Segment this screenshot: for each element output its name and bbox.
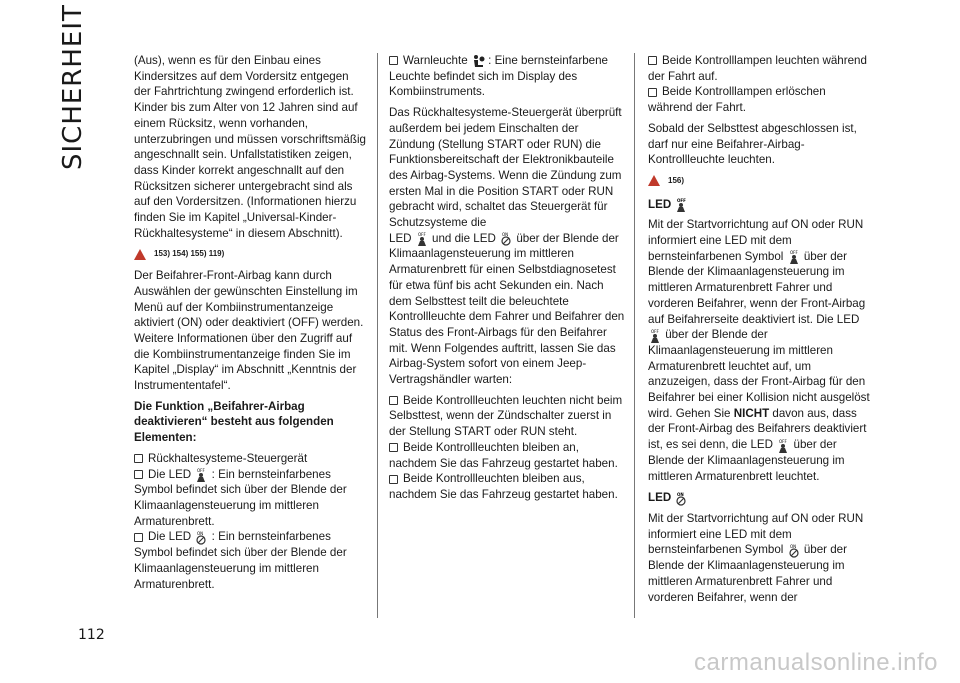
column-1 — [134, 53, 368, 592]
list-item-text: Warnleuchte — [403, 54, 468, 67]
airbag-off-icon — [776, 438, 790, 453]
airbag-on-icon — [674, 491, 688, 506]
paragraph-text: davon aus, dass der Front-Airbag des Beifahrers deaktiviert ist, es sei denn, die LED — [648, 406, 867, 452]
subheading-text: LED — [648, 197, 672, 211]
list-item — [389, 440, 625, 471]
warning-triangle-icon — [648, 175, 660, 186]
warning-note — [134, 246, 368, 262]
list-item-text: Beide Kontrollleuchten leuchten nicht beim Selbsttest, wenn der Zündschalter zuerst in der Stellung START oder RUN steht. — [389, 393, 623, 439]
list-item — [648, 84, 870, 115]
column-2 — [389, 53, 625, 503]
bullet-icon — [134, 454, 143, 463]
subheading — [648, 490, 870, 506]
paragraph-text: Mit der Startvorrichtung auf ON oder RUN informiert eine LED mit dem bernsteinfarbenen Symbol — [648, 511, 864, 557]
airbag-off-icon — [648, 328, 662, 343]
list-item-text: Beide Kontrolllampen leuchten während der Fahrt auf. — [648, 54, 867, 83]
svg-text:ON: ON — [197, 530, 204, 536]
list-item-text: Die LED — [148, 467, 192, 481]
paragraph-text: Das Rückhaltesysteme-Steuergerät überprüft außerdem bei jedem Einschalten der Zündung (Stellung START oder RUN) die Funktionsbereitschaft der Elektronikbauteile des Airbag-Systems. Wenn die Zündung zum ersten Mal in die Position START oder RUN gebracht wird, schaltet das Steuergerät für Schutzsysteme die — [389, 106, 622, 230]
list-item — [389, 53, 625, 100]
svg-text:OFF: OFF — [677, 198, 687, 204]
bullet-icon — [648, 56, 657, 65]
svg-text:ON: ON — [677, 491, 685, 497]
list-item-text: Beide Kontrollleuchten bleiben an, nachdem Sie das Fahrzeug gestartet haben. — [389, 440, 618, 470]
paragraph-text: über der Blende der Klimaanlagensteuerung im mittleren Armaturenbrett leuchtet auf, um anzuzeigen, dass der Front-Airbag für den Beifahrer bei einer Kollision nicht ausgelöst wird. Gehen Sie — [648, 328, 870, 420]
airbag-on-icon — [787, 543, 801, 558]
bullet-icon — [134, 533, 143, 542]
bullet-icon — [389, 396, 398, 405]
svg-text:OFF: OFF — [417, 232, 426, 238]
svg-text:OFF: OFF — [789, 250, 798, 256]
subheading — [648, 197, 870, 213]
list-item — [134, 451, 368, 467]
airbag-off-icon — [674, 197, 688, 212]
paragraph: Sobald der Selbsttest abgeschlossen ist, darf nur eine Beifahrer-Airbag-Kontrollleuchte leuchten. — [648, 121, 857, 167]
list-item-text: : Eine bernsteinfarbene Leuchte befindet sich im Display des Kombiinstruments. — [389, 54, 609, 99]
svg-text:ON: ON — [789, 543, 796, 549]
paragraph-text: über der Blende der Klimaanlagensteuerung im mittleren Armaturenbrett Fahrer und vorderen Beifahrer, wenn der — [648, 543, 847, 604]
column-3 — [648, 53, 870, 610]
paragraph-text: über der Blende der Klimaanlagensteuerung im mittleren Armaturenbrett leuchtet. — [648, 438, 845, 483]
svg-text:OFF: OFF — [651, 328, 659, 334]
warning-refs: 153) 154) 155) 119) — [154, 249, 225, 259]
list-item-text: Beide Kontrolllampen erlöschen während der Fahrt. — [648, 85, 826, 115]
subheading-text: LED — [648, 491, 672, 505]
paragraph — [648, 511, 870, 605]
list-item-text: Rückhaltesysteme-Steuergerät — [148, 451, 308, 465]
paragraph — [648, 217, 870, 484]
bullet-icon — [134, 470, 143, 479]
airbag-on-icon — [194, 530, 208, 545]
paragraph-text: über der Blende der Klimaanlagensteuerung im mittleren Armaturenbrett Fahrer und vorderen Beifahrer, wenn der Front-Airbag auf Beifahrerseite deaktiviert ist. Die LED — [648, 249, 866, 326]
section-title: SICHERHEIT — [58, 4, 88, 170]
paragraph-text: über der Blende der Klimaanlagensteuerung im mittleren Armaturenbrett für einen Selbstdiagnosetest für etwa fünf bis acht Sekunden ein. Nach dem Selbsttest teilt die beleuchtete Kontrollleuchte dem Fahrer und Beifahrer den Status des Front-Airbags für den Beifahrer mit. Wenn Folgendes auftritt, lassen Sie das Airbag-System sofort von einem Jeep-Vertragshändler warten: — [389, 231, 625, 387]
svg-text:OFF: OFF — [197, 468, 206, 474]
bullet-icon — [389, 56, 398, 65]
list-item-text: Beide Kontrollleuchten bleiben aus, nachdem Sie das Fahrzeug gestartet haben. — [389, 472, 618, 501]
column-divider — [634, 53, 635, 618]
watermark: carmanualsonline.info — [694, 649, 938, 676]
bullet-icon — [389, 475, 398, 484]
bullet-icon — [389, 443, 398, 452]
svg-text:OFF: OFF — [779, 438, 788, 444]
list-item — [134, 467, 368, 530]
paragraph: Der Beifahrer-Front-Airbag kann durch Auswählen der gewünschten Einstellung im Menü auf der Kombiinstrumentanzeige aktiviert (ON) oder deaktiviert (OFF) werden. Weitere Informationen über den Zugriff auf die Kombiinstrumentanzeige finden Sie im Kapitel „Display“ im Abschnitt „Kenntnis der Instrumententafel“. — [134, 269, 364, 393]
emphasis-text: NICHT — [733, 406, 770, 420]
column-divider — [377, 53, 378, 618]
paragraph-text: LED — [389, 231, 412, 245]
warning-note — [648, 173, 870, 189]
airbag-off-icon — [415, 231, 429, 246]
paragraph — [389, 105, 625, 388]
list-item-text: : Ein bernsteinfarbenes Symbol befindet sich über der Blende der Klimaanlagensteuerung im mittleren Armaturenbrett. — [134, 467, 347, 528]
bullet-icon — [648, 88, 657, 97]
list-item — [389, 393, 625, 440]
airbag-on-icon — [499, 231, 513, 246]
list-item — [134, 529, 368, 592]
list-item-text: Die LED — [148, 530, 192, 544]
paragraph-text: und die LED — [432, 231, 496, 245]
paragraph: (Aus), wenn es für den Einbau eines Kindersitzes auf dem Vordersitz entgegen der Fahrtrichtung zwingend erforderlich ist. Kinder bis zum Alter von 12 Jahren sind auf einem Rücksitz, wenn vorhanden, unterzubringen und müssen vorschriftsmäßig angeschnallt sein. Unfallstatistiken zeigen, dass Kinder korrekt angeschnallt auf den Rücksitzen sicherer untergebracht sind als auf den Vordersitzen. (Informationen hierzu finden Sie im Kapitel „Universal-Kinder-Rückhaltesysteme“ in diesem Abschnitt). — [134, 54, 366, 240]
svg-text:ON: ON — [502, 232, 509, 238]
warning-triangle-icon — [134, 249, 146, 260]
airbag-off-icon — [194, 467, 208, 482]
paragraph-text: Mit der Startvorrichtung auf ON oder RUN informiert eine LED mit dem bernsteinfarbenen Symbol — [648, 218, 864, 263]
seated-passenger-airbag-icon — [471, 54, 485, 68]
list-item — [648, 53, 870, 84]
airbag-off-icon — [787, 249, 801, 264]
list-item — [389, 471, 625, 502]
warning-refs: 156) — [668, 175, 685, 185]
page-number: 112 — [78, 627, 105, 643]
section-heading: Die Funktion „Beifahrer-Airbag deaktivieren“ besteht aus folgenden Elementen: — [134, 399, 334, 445]
list-item-text: : Ein bernsteinfarbenes Symbol befindet sich über der Blende der Klimaanlagensteuerung im mittleren Armaturenbrett. — [134, 530, 347, 591]
